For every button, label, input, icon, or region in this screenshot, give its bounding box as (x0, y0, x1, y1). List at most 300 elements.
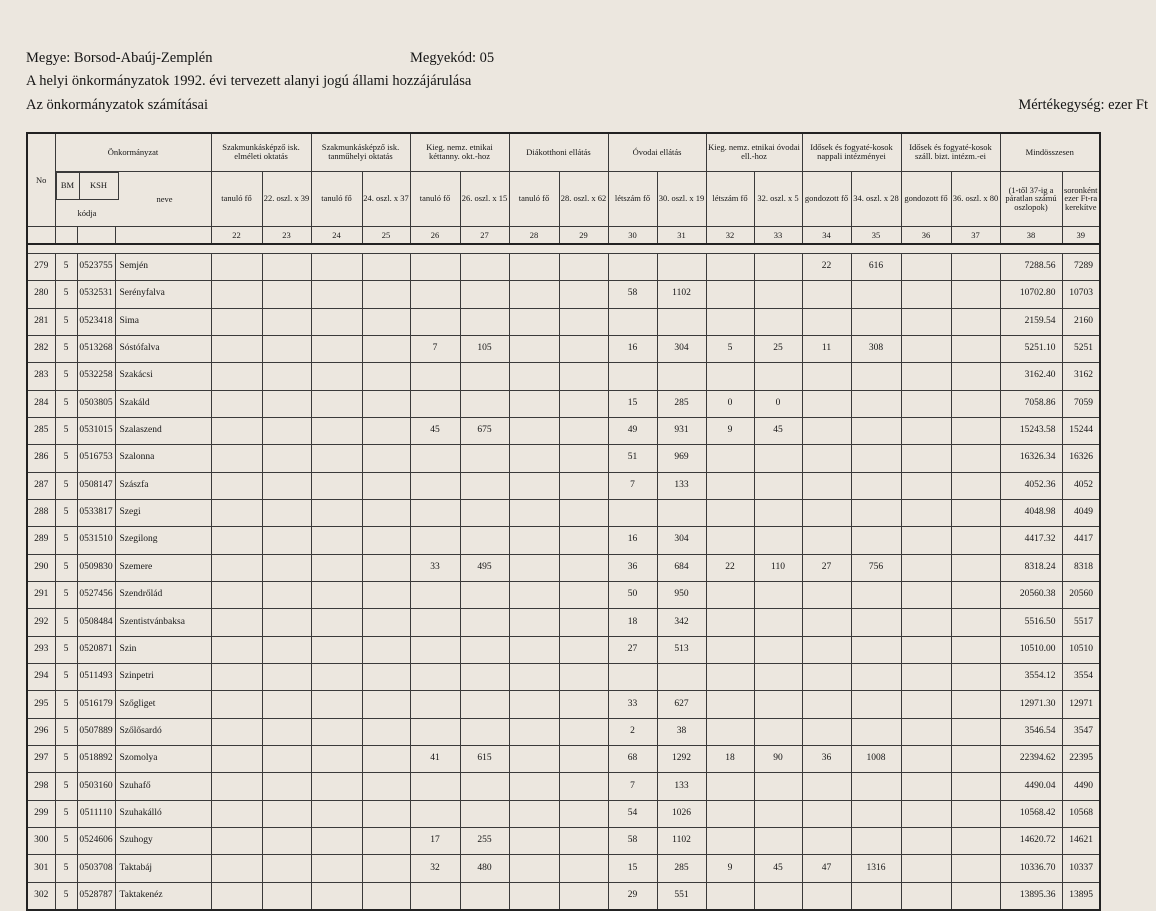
row-bm-code: 5 (55, 445, 77, 472)
row-value-col-32 (706, 882, 754, 910)
row-value-col-23 (262, 253, 311, 280)
row-value-col-26: 17 (410, 828, 460, 855)
row-value-col-29 (559, 253, 608, 280)
row-value-col-36 (901, 691, 951, 718)
row-value-col-29 (559, 527, 608, 554)
row-ksh-code: 0527456 (77, 581, 115, 608)
colnum-31: 31 (657, 227, 706, 244)
row-value-col-31: 285 (657, 390, 706, 417)
row-value-col-30: 2 (608, 718, 657, 745)
row-value-col-25 (362, 828, 410, 855)
row-value-col-38: 3162.40 (1000, 363, 1062, 390)
row-value-col-35 (851, 472, 901, 499)
row-value-col-24 (311, 308, 362, 335)
row-value-col-25 (362, 718, 410, 745)
row-value-col-24 (311, 445, 362, 472)
row-value-col-25 (362, 363, 410, 390)
row-value-col-23 (262, 554, 311, 581)
row-value-col-30: 49 (608, 417, 657, 444)
row-value-col-36 (901, 472, 951, 499)
row-value-col-34: 36 (802, 746, 851, 773)
row-value-col-39: 20560 (1062, 581, 1100, 608)
row-value-col-24 (311, 527, 362, 554)
row-value-col-39: 4052 (1062, 472, 1100, 499)
row-value-col-38: 7058.86 (1000, 390, 1062, 417)
row-value-col-27 (460, 445, 509, 472)
row-value-col-31: 627 (657, 691, 706, 718)
row-name: Szőlősardó (115, 718, 211, 745)
row-value-col-28 (509, 882, 559, 910)
row-value-col-31: 931 (657, 417, 706, 444)
row-value-col-22 (211, 281, 262, 308)
row-value-col-31: 551 (657, 882, 706, 910)
row-name: Szuhafő (115, 773, 211, 800)
row-value-col-22 (211, 554, 262, 581)
row-value-col-30: 27 (608, 636, 657, 663)
row-value-col-39: 7289 (1062, 253, 1100, 280)
sub-34: gondozott fő (802, 171, 851, 227)
colnum-34: 34 (802, 227, 851, 244)
row-value-col-38: 4052.36 (1000, 472, 1062, 499)
row-bm-code: 5 (55, 691, 77, 718)
row-value-col-24 (311, 855, 362, 882)
colnum-35: 35 (851, 227, 901, 244)
colnum-26: 26 (410, 227, 460, 244)
row-value-col-24 (311, 390, 362, 417)
sub-38: (1-től 37-ig a páratlan számú oszlopok) (1000, 171, 1062, 227)
row-value-col-34 (802, 691, 851, 718)
row-name: Szin (115, 636, 211, 663)
row-value-col-31: 342 (657, 609, 706, 636)
row-bm-code: 5 (55, 281, 77, 308)
table-row (27, 445, 1100, 472)
row-no: 288 (27, 499, 55, 526)
row-value-col-37 (951, 691, 1000, 718)
row-value-col-25 (362, 636, 410, 663)
row-no: 297 (27, 746, 55, 773)
row-value-col-30 (608, 363, 657, 390)
row-no: 293 (27, 636, 55, 663)
row-value-col-32 (706, 472, 754, 499)
row-bm-code: 5 (55, 746, 77, 773)
row-value-col-35 (851, 636, 901, 663)
row-value-col-23 (262, 773, 311, 800)
row-value-col-22 (211, 746, 262, 773)
row-value-col-28 (509, 308, 559, 335)
row-value-col-30: 29 (608, 882, 657, 910)
row-value-col-37 (951, 390, 1000, 417)
row-value-col-36 (901, 308, 951, 335)
row-value-col-29 (559, 581, 608, 608)
row-value-col-25 (362, 472, 410, 499)
row-value-col-23 (262, 882, 311, 910)
row-bm-code: 5 (55, 718, 77, 745)
row-bm-code: 5 (55, 527, 77, 554)
row-value-col-27: 255 (460, 828, 509, 855)
row-value-col-34 (802, 390, 851, 417)
colnum-33: 33 (754, 227, 802, 244)
row-value-col-36 (901, 527, 951, 554)
row-bm-code: 5 (55, 882, 77, 910)
row-value-col-30: 16 (608, 527, 657, 554)
table-row (27, 746, 1100, 773)
col-group-6: Kieg. nemz. etnikai óvodai ell.-hoz (706, 133, 802, 171)
table-row (27, 308, 1100, 335)
row-value-col-38: 2159.54 (1000, 308, 1062, 335)
row-value-col-36 (901, 828, 951, 855)
row-value-col-25 (362, 882, 410, 910)
row-value-col-34: 27 (802, 554, 851, 581)
row-value-col-31: 1026 (657, 800, 706, 827)
row-value-col-31 (657, 308, 706, 335)
table-row (27, 855, 1100, 882)
row-value-col-36 (901, 718, 951, 745)
row-value-col-23 (262, 527, 311, 554)
table-row (27, 499, 1100, 526)
table-row (27, 581, 1100, 608)
row-value-col-32 (706, 718, 754, 745)
row-value-col-38: 4417.32 (1000, 527, 1062, 554)
row-value-col-23 (262, 281, 311, 308)
row-value-col-35 (851, 882, 901, 910)
sub-35: 34. oszl. x 28 (851, 171, 901, 227)
row-value-col-37 (951, 527, 1000, 554)
row-value-col-27: 675 (460, 417, 509, 444)
row-value-col-26 (410, 253, 460, 280)
contribution-table (26, 132, 1101, 911)
row-value-col-22 (211, 308, 262, 335)
sub-25: 24. oszl. x 37 (362, 171, 410, 227)
row-no: 291 (27, 581, 55, 608)
row-value-col-39: 4490 (1062, 773, 1100, 800)
row-value-col-33: 45 (754, 855, 802, 882)
table-body (27, 244, 1100, 910)
row-value-col-25 (362, 691, 410, 718)
table-row (27, 335, 1100, 362)
row-value-col-34 (802, 882, 851, 910)
row-value-col-37 (951, 636, 1000, 663)
row-value-col-31: 969 (657, 445, 706, 472)
table-row (27, 554, 1100, 581)
colnum-36: 36 (901, 227, 951, 244)
row-value-col-34 (802, 718, 851, 745)
row-value-col-34 (802, 581, 851, 608)
row-value-col-39: 14621 (1062, 828, 1100, 855)
row-value-col-34 (802, 363, 851, 390)
row-no: 281 (27, 308, 55, 335)
row-value-col-32 (706, 445, 754, 472)
row-value-col-27: 105 (460, 335, 509, 362)
row-value-col-31 (657, 664, 706, 691)
row-value-col-33 (754, 472, 802, 499)
row-value-col-32 (706, 691, 754, 718)
row-value-col-24 (311, 800, 362, 827)
colnum-38: 38 (1000, 227, 1062, 244)
row-ksh-code: 0509830 (77, 554, 115, 581)
row-ksh-code: 0513268 (77, 335, 115, 362)
row-value-col-29 (559, 828, 608, 855)
colnum-29: 29 (559, 227, 608, 244)
row-value-col-23 (262, 417, 311, 444)
col-group-8: Idősek és fogyaté-kosok száll. bizt. intézm.-ei (901, 133, 1000, 171)
row-value-col-27 (460, 581, 509, 608)
row-value-col-27 (460, 773, 509, 800)
row-value-col-32: 9 (706, 855, 754, 882)
row-ksh-code: 0524606 (77, 828, 115, 855)
row-value-col-30: 15 (608, 390, 657, 417)
row-value-col-26: 32 (410, 855, 460, 882)
row-value-col-37 (951, 472, 1000, 499)
row-value-col-32 (706, 308, 754, 335)
row-value-col-29 (559, 691, 608, 718)
row-name: Taktakenéz (115, 882, 211, 910)
row-value-col-26: 45 (410, 417, 460, 444)
row-value-col-22 (211, 253, 262, 280)
row-value-col-33 (754, 445, 802, 472)
row-value-col-24 (311, 281, 362, 308)
row-ksh-code: 0503160 (77, 773, 115, 800)
unit-label: Mértékegység: ezer Ft (1018, 97, 1148, 113)
row-value-col-32: 0 (706, 390, 754, 417)
row-value-col-38: 3554.12 (1000, 664, 1062, 691)
col-group-2: Szakmunkásképző isk. tanműhelyi oktatás (311, 133, 410, 171)
row-value-col-32: 18 (706, 746, 754, 773)
row-bm-code: 5 (55, 390, 77, 417)
row-value-col-22 (211, 363, 262, 390)
row-ksh-code: 0511493 (77, 664, 115, 691)
row-value-col-25 (362, 499, 410, 526)
table-row (27, 390, 1100, 417)
row-value-col-23 (262, 581, 311, 608)
row-value-col-23 (262, 335, 311, 362)
row-value-col-35: 1008 (851, 746, 901, 773)
col-group-9: Mindösszesen (1000, 133, 1100, 171)
row-value-col-33 (754, 527, 802, 554)
row-value-col-37 (951, 828, 1000, 855)
row-value-col-36 (901, 882, 951, 910)
row-value-col-37 (951, 253, 1000, 280)
row-value-col-28 (509, 445, 559, 472)
row-value-col-26 (410, 691, 460, 718)
row-value-col-22 (211, 581, 262, 608)
row-value-col-28 (509, 527, 559, 554)
row-value-col-22 (211, 855, 262, 882)
row-name: Taktabáj (115, 855, 211, 882)
row-value-col-25 (362, 308, 410, 335)
sub-27: 26. oszl. x 15 (460, 171, 509, 227)
row-value-col-30 (608, 308, 657, 335)
row-value-col-32 (706, 281, 754, 308)
row-value-col-38: 10702.80 (1000, 281, 1062, 308)
sub-23: 22. oszl. x 39 (262, 171, 311, 227)
row-value-col-29 (559, 664, 608, 691)
table-row (27, 527, 1100, 554)
row-value-col-35 (851, 718, 901, 745)
row-value-col-23 (262, 363, 311, 390)
row-value-col-24 (311, 828, 362, 855)
row-value-col-22 (211, 390, 262, 417)
row-value-col-33 (754, 581, 802, 608)
row-value-col-23 (262, 855, 311, 882)
row-value-col-32: 5 (706, 335, 754, 362)
row-bm-code: 5 (55, 855, 77, 882)
row-value-col-26 (410, 308, 460, 335)
row-value-col-35 (851, 417, 901, 444)
row-value-col-38: 10336.70 (1000, 855, 1062, 882)
row-value-col-32: 9 (706, 417, 754, 444)
row-value-col-28 (509, 335, 559, 362)
row-value-col-28 (509, 363, 559, 390)
row-no: 284 (27, 390, 55, 417)
row-value-col-26: 41 (410, 746, 460, 773)
row-value-col-26 (410, 609, 460, 636)
colnum-22: 22 (211, 227, 262, 244)
row-bm-code: 5 (55, 828, 77, 855)
row-value-col-29 (559, 773, 608, 800)
row-value-col-37 (951, 882, 1000, 910)
row-value-col-31 (657, 499, 706, 526)
row-value-col-34 (802, 636, 851, 663)
row-value-col-27 (460, 800, 509, 827)
row-bm-code: 5 (55, 472, 77, 499)
row-value-col-38: 5516.50 (1000, 609, 1062, 636)
row-value-col-27 (460, 281, 509, 308)
col-onkormanyzat: Önkormányzat (55, 133, 211, 171)
row-value-col-25 (362, 253, 410, 280)
row-value-col-36 (901, 554, 951, 581)
row-value-col-24 (311, 746, 362, 773)
row-value-col-39: 15244 (1062, 417, 1100, 444)
row-no: 285 (27, 417, 55, 444)
row-value-col-26 (410, 527, 460, 554)
row-bm-code: 5 (55, 664, 77, 691)
row-value-col-31: 133 (657, 472, 706, 499)
row-bm-code: 5 (55, 773, 77, 800)
row-value-col-36 (901, 581, 951, 608)
row-value-col-28 (509, 691, 559, 718)
row-value-col-34 (802, 499, 851, 526)
row-name: Szakácsi (115, 363, 211, 390)
row-value-col-35: 756 (851, 554, 901, 581)
row-ksh-code: 0511110 (77, 800, 115, 827)
row-ksh-code: 0532531 (77, 281, 115, 308)
row-value-col-25 (362, 554, 410, 581)
row-name: Szuhogy (115, 828, 211, 855)
table-row (27, 363, 1100, 390)
row-ksh-code: 0531510 (77, 527, 115, 554)
row-value-col-24 (311, 363, 362, 390)
row-value-col-26 (410, 363, 460, 390)
row-value-col-30 (608, 499, 657, 526)
table-row (27, 800, 1100, 827)
row-value-col-35 (851, 281, 901, 308)
county-code-label: Megyekód: 05 (410, 50, 495, 66)
row-value-col-33 (754, 281, 802, 308)
row-value-col-29 (559, 718, 608, 745)
row-value-col-27 (460, 308, 509, 335)
row-name: Szalonna (115, 445, 211, 472)
row-value-col-38: 20560.38 (1000, 581, 1062, 608)
row-value-col-24 (311, 335, 362, 362)
col-group-3: Kieg. nemz. etnikai kéttanny. okt.-hoz (410, 133, 509, 171)
row-value-col-39: 3547 (1062, 718, 1100, 745)
row-no: 299 (27, 800, 55, 827)
row-ksh-code: 0516753 (77, 445, 115, 472)
row-value-col-34: 11 (802, 335, 851, 362)
row-value-col-22 (211, 472, 262, 499)
row-value-col-35 (851, 773, 901, 800)
row-value-col-38: 22394.62 (1000, 746, 1062, 773)
row-value-col-28 (509, 800, 559, 827)
row-value-col-24 (311, 882, 362, 910)
row-value-col-25 (362, 417, 410, 444)
row-value-col-28 (509, 773, 559, 800)
row-value-col-39: 5517 (1062, 609, 1100, 636)
row-value-col-25 (362, 746, 410, 773)
row-ksh-code: 0523755 (77, 253, 115, 280)
row-value-col-33 (754, 691, 802, 718)
colnum-24: 24 (311, 227, 362, 244)
row-value-col-30: 15 (608, 855, 657, 882)
row-name: Szászfa (115, 472, 211, 499)
row-value-col-34 (802, 828, 851, 855)
row-value-col-22 (211, 773, 262, 800)
row-value-col-38: 13895.36 (1000, 882, 1062, 910)
row-value-col-38: 16326.34 (1000, 445, 1062, 472)
row-no: 279 (27, 253, 55, 280)
row-value-col-27 (460, 472, 509, 499)
sub-28: tanuló fő (509, 171, 559, 227)
row-value-col-30: 7 (608, 472, 657, 499)
row-value-col-31: 38 (657, 718, 706, 745)
row-value-col-33 (754, 773, 802, 800)
sub-29: 28. oszl. x 62 (559, 171, 608, 227)
row-value-col-26 (410, 636, 460, 663)
row-value-col-26 (410, 773, 460, 800)
row-ksh-code: 0531015 (77, 417, 115, 444)
row-value-col-23 (262, 472, 311, 499)
row-value-col-23 (262, 800, 311, 827)
row-value-col-22 (211, 636, 262, 663)
col-ksh: KSH (79, 172, 118, 199)
row-no: 289 (27, 527, 55, 554)
col-bm: BM (56, 172, 79, 199)
row-value-col-32 (706, 773, 754, 800)
row-value-col-39: 5251 (1062, 335, 1100, 362)
row-value-col-23 (262, 664, 311, 691)
row-value-col-29 (559, 554, 608, 581)
row-value-col-25 (362, 335, 410, 362)
row-value-col-28 (509, 554, 559, 581)
row-value-col-27 (460, 363, 509, 390)
row-value-col-23 (262, 445, 311, 472)
sub-26: tanuló fő (410, 171, 460, 227)
sub-37: 36. oszl. x 80 (951, 171, 1000, 227)
row-no: 280 (27, 281, 55, 308)
row-value-col-39: 16326 (1062, 445, 1100, 472)
row-value-col-23 (262, 609, 311, 636)
row-value-col-35 (851, 800, 901, 827)
row-value-col-22 (211, 800, 262, 827)
row-value-col-37 (951, 773, 1000, 800)
row-value-col-34 (802, 773, 851, 800)
colnum-28: 28 (509, 227, 559, 244)
row-value-col-25 (362, 281, 410, 308)
row-value-col-35 (851, 499, 901, 526)
row-value-col-36 (901, 363, 951, 390)
row-value-col-28 (509, 472, 559, 499)
row-value-col-31: 133 (657, 773, 706, 800)
